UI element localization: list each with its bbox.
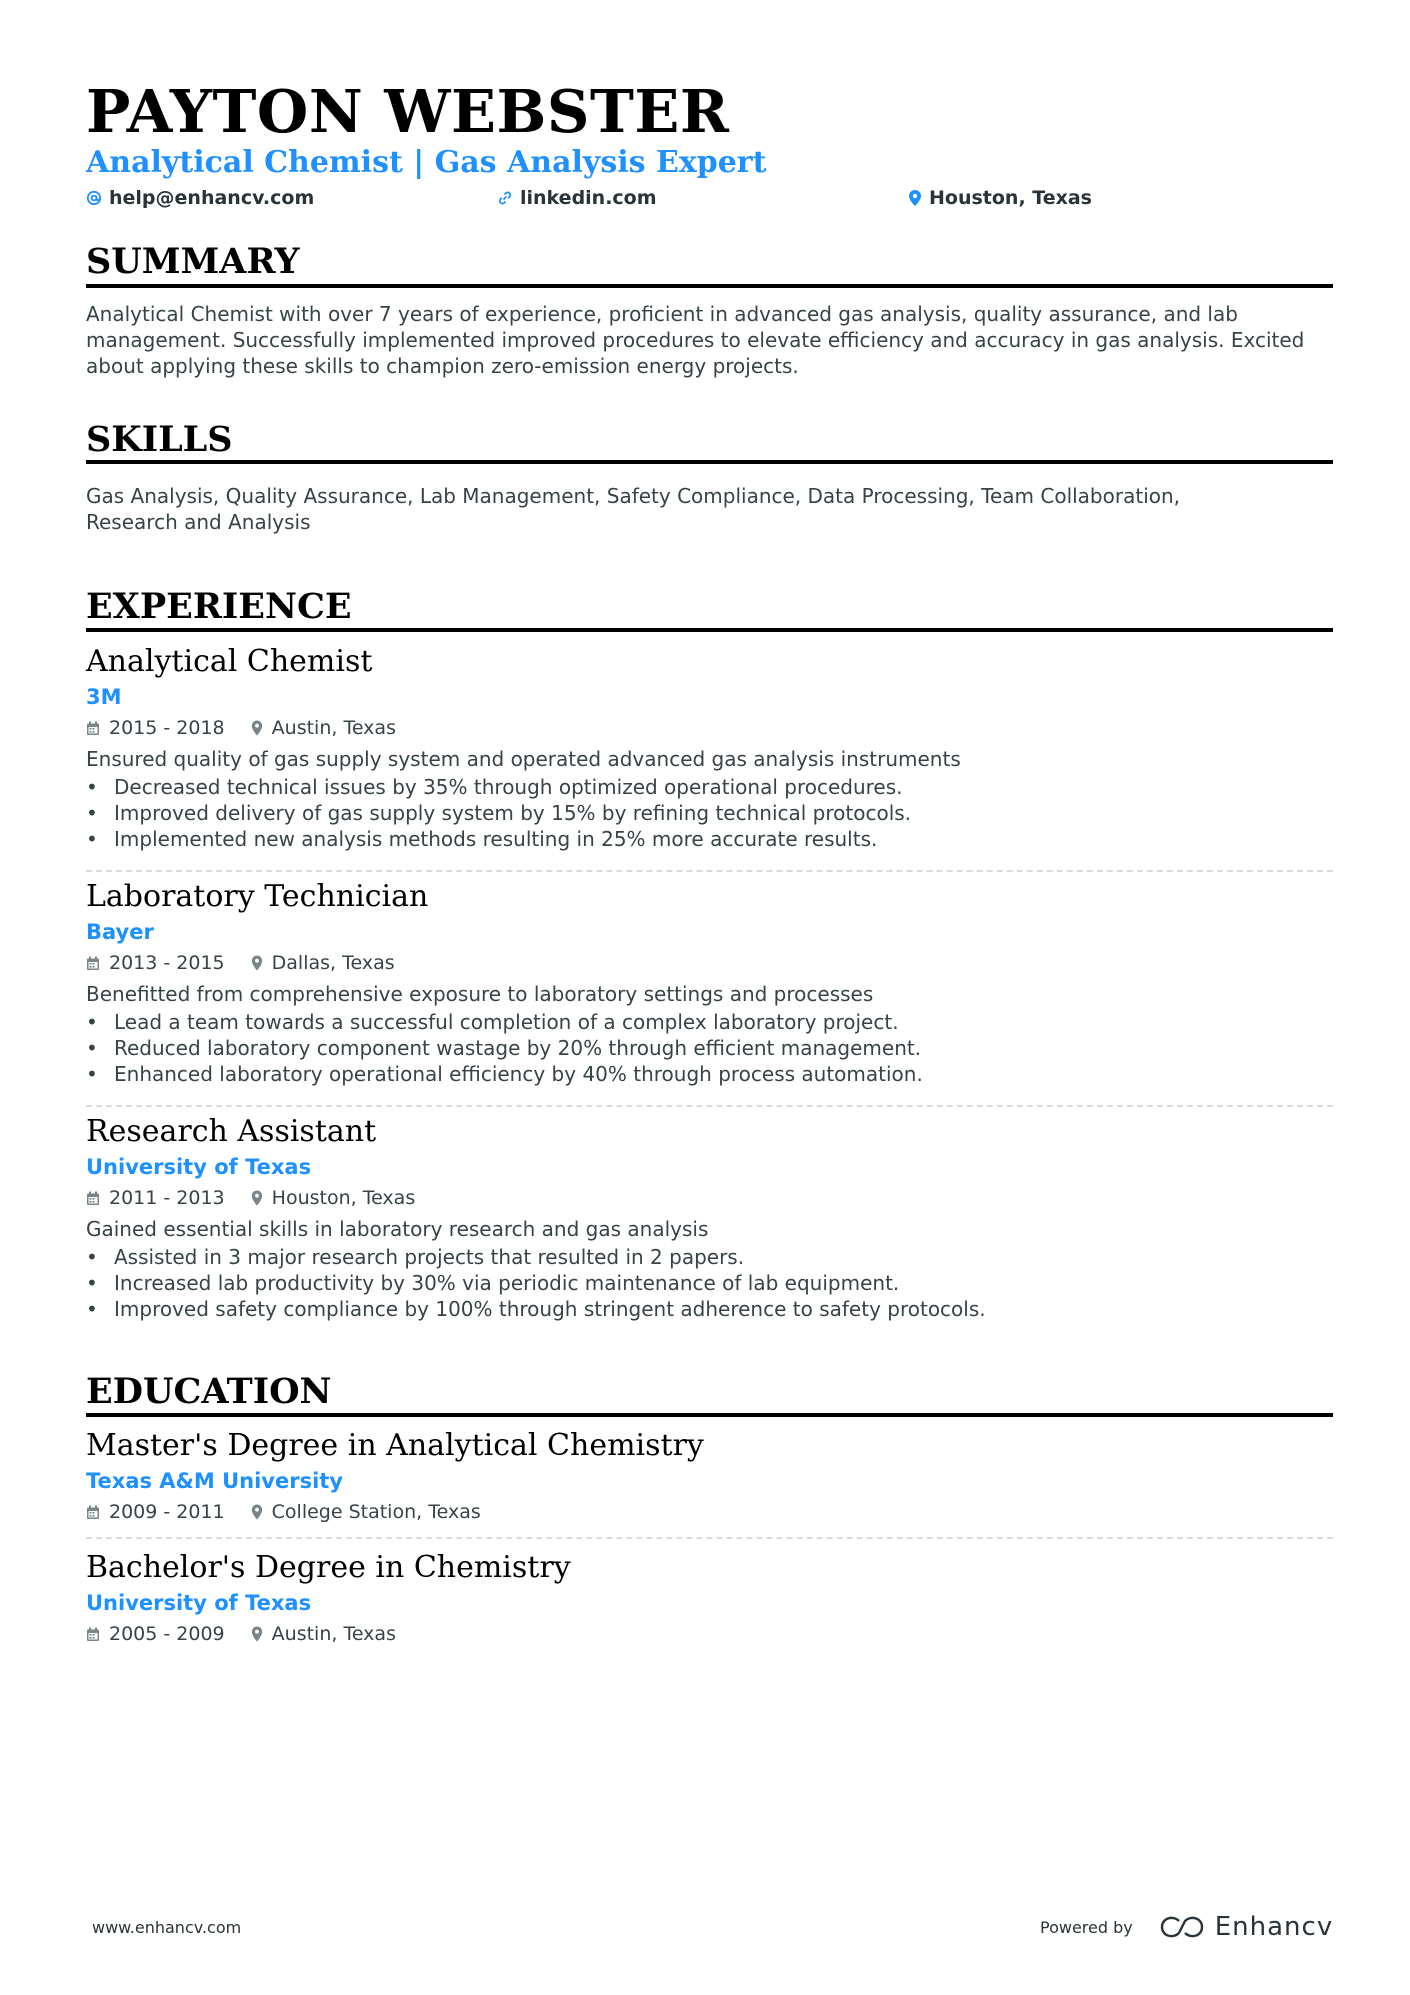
skills-rule [86,460,1333,464]
footer-website[interactable]: www.enhancv.com [92,1918,242,1937]
achievement-list [86,1009,1333,1087]
school-name: University of Texas [86,1591,312,1615]
contact-linkedin-text: linkedin.com [520,187,657,209]
candidate-name: PAYTON WEBSTER [86,77,730,146]
summary-text [86,301,1333,379]
experience-entry [86,642,1333,852]
education-heading: EDUCATION [86,1371,332,1412]
location-pin-icon [251,1504,263,1520]
candidate-headline: Analytical Chemist | Gas Analysis Expert [86,145,767,180]
footer-branding [1040,1912,1333,1942]
entry-meta [86,1496,1333,1528]
location-pin-icon [251,1190,263,1206]
entry-dates: 2011 - 2013 [109,1187,225,1209]
location-pin-icon [251,955,263,971]
contact-email-text: help@enhancv.com [109,187,315,209]
entry-meta [86,1182,1333,1214]
entry-dates: 2015 - 2018 [109,717,225,739]
location-pin-icon [908,189,922,207]
summary-line: Analytical Chemist with over 7 years of experience, proficient in advanced gas analysis, quality assurance, and lab [86,302,1238,326]
school-name: Texas A&M University [86,1469,343,1493]
calendar-icon [86,956,100,971]
company-name: University of Texas [86,1155,312,1179]
experience-rule [86,628,1333,632]
achievement-item: • Improved safety compliance by 100% through stringent adherence to safety protocols. [86,1297,986,1321]
calendar-icon [86,1627,100,1642]
summary-rule [86,284,1333,288]
location-pin-icon [251,1626,263,1642]
achievement-item: • Assisted in 3 major research projects that resulted in 2 papers. [86,1245,745,1269]
entry-location: Austin, Texas [271,1623,396,1645]
calendar-icon [86,721,100,736]
job-description: Gained essential skills in laboratory research and gas analysis [86,1217,709,1241]
link-icon [497,190,513,206]
skills-text [86,483,1333,535]
achievement-item: • Increased lab productivity by 30% via periodic maintenance of lab equipment. [86,1271,900,1295]
skills-line: Gas Analysis, Quality Assurance, Lab Management, Safety Compliance, Data Processing, Team Collaboration, [86,484,1181,508]
powered-by-label: Powered by [1040,1917,1133,1937]
degree-title: Bachelor's Degree in Chemistry [86,1550,571,1585]
achievement-item: • Enhanced laboratory operational efficiency by 40% through process automation. [86,1062,923,1086]
contact-linkedin[interactable] [497,185,657,211]
calendar-icon [86,1505,100,1520]
entry-dates: 2009 - 2011 [109,1501,225,1523]
job-title: Research Assistant [86,1114,377,1149]
achievement-item: • Reduced laboratory component wastage by 20% through efficient management. [86,1036,922,1060]
job-title: Analytical Chemist [86,644,373,679]
contact-email[interactable] [86,185,314,211]
job-title: Laboratory Technician [86,879,429,914]
entry-location: Houston, Texas [271,1187,416,1209]
enhancv-logo-icon [1159,1915,1205,1939]
experience-entry [86,1112,1333,1322]
entry-meta [86,947,1333,979]
degree-title: Master's Degree in Analytical Chemistry [86,1428,704,1463]
education-entry [86,1548,1333,1650]
job-description: Ensured quality of gas supply system and operated advanced gas analysis instruments [86,747,961,771]
company-name: 3M [86,685,122,709]
skills-heading: SKILLS [86,419,233,460]
skills-line: Research and Analysis [86,510,311,534]
entry-divider [86,1537,1333,1539]
job-description: Benefitted from comprehensive exposure to laboratory settings and processes [86,982,874,1006]
summary-heading: SUMMARY [86,241,300,282]
enhancv-brand-name[interactable]: Enhancv [1214,1912,1334,1942]
contact-location-text: Houston, Texas [929,187,1092,209]
summary-line: about applying these skills to champion zero-emission energy projects. [86,354,799,378]
experience-heading: EXPERIENCE [86,586,352,627]
location-pin-icon [251,720,263,736]
entry-divider [86,870,1333,872]
contact-location [908,185,1092,211]
achievement-list [86,1244,1333,1322]
achievement-item: • Implemented new analysis methods resulting in 25% more accurate results. [86,827,878,851]
entry-location: Dallas, Texas [271,952,395,974]
entry-meta [86,1618,1333,1650]
achievement-item: • Improved delivery of gas supply system by 15% by refining technical protocols. [86,801,912,825]
entry-divider [86,1105,1333,1107]
entry-dates: 2005 - 2009 [109,1623,225,1645]
entry-dates: 2013 - 2015 [109,952,225,974]
education-rule [86,1413,1333,1417]
entry-location: College Station, Texas [271,1501,481,1523]
company-name: Bayer [86,920,154,944]
entry-meta [86,712,1333,744]
contact-bar [86,185,1333,211]
achievement-item: • Lead a team towards a successful completion of a complex laboratory project. [86,1010,899,1034]
achievement-list [86,774,1333,852]
calendar-icon [86,1191,100,1206]
at-icon [86,190,102,206]
summary-line: management. Successfully implemented improved procedures to elevate efficiency and accuracy in gas analysis. Excited [86,328,1305,352]
experience-entry [86,877,1333,1087]
achievement-item: • Decreased technical issues by 35% through optimized operational procedures. [86,775,903,799]
entry-location: Austin, Texas [271,717,396,739]
education-entry [86,1426,1333,1528]
